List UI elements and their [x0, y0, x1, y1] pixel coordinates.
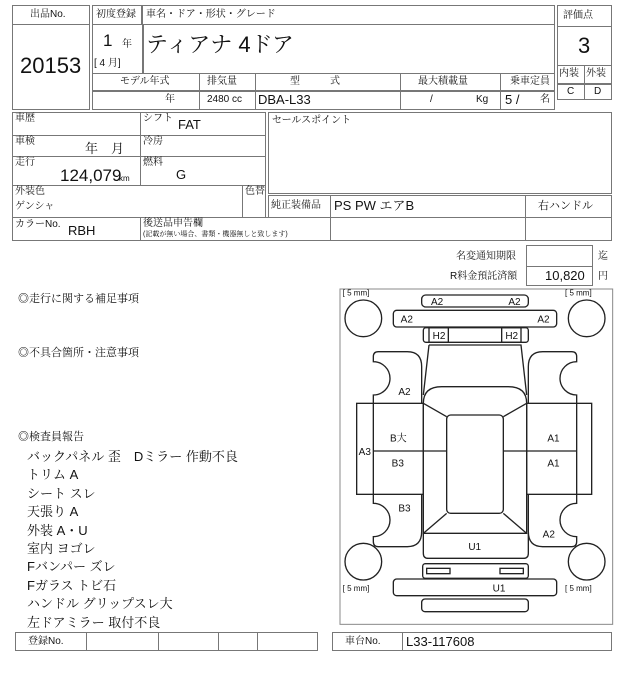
- chassis-label: 車台No.: [345, 636, 381, 647]
- score: 3: [578, 33, 591, 58]
- later-items-label: 後送品申告欄: [143, 218, 203, 229]
- model-year-label: モデル年式: [120, 76, 170, 87]
- mileage-notes-label: ◎走行に関する補足事項: [18, 293, 139, 305]
- equipment: PS PW エアB: [334, 198, 415, 213]
- report-line: Fバンパー ズレ: [27, 559, 116, 575]
- damage-mark: U1: [492, 583, 506, 595]
- damage-diagram: [330, 285, 620, 625]
- interior-label: 内装: [559, 68, 579, 79]
- blank-cell: [525, 217, 612, 241]
- tail-panel: [423, 564, 529, 579]
- damage-mark: A2: [542, 529, 555, 541]
- lot-no-label: 出品No.: [30, 9, 66, 20]
- diagram-frame: [340, 289, 613, 624]
- left-door-lines: [373, 403, 446, 494]
- recycle-unit: 円: [598, 271, 608, 282]
- inspection-label: 車検: [15, 136, 35, 147]
- color: ゲンシャ: [15, 201, 55, 212]
- report-line: 外装 A・U: [27, 522, 88, 538]
- divider: [557, 83, 612, 85]
- fuel: G: [176, 167, 187, 182]
- report-line: トリム A: [27, 467, 79, 483]
- damage-mark: H2: [505, 331, 519, 342]
- damage-mark: B3: [391, 458, 404, 470]
- type-value: DBA-L33: [258, 92, 311, 107]
- inspector-report: [27, 448, 238, 632]
- damage-mark: A1: [547, 433, 560, 445]
- damage-mark: A2: [537, 314, 550, 326]
- tread-rear-right: [ 5 mm]: [565, 584, 592, 593]
- divider: [142, 25, 144, 73]
- report-line: 左ドアミラー 取付不良: [27, 614, 161, 630]
- reg-no-cell: [218, 632, 258, 651]
- recycle-fee: 10,820: [545, 268, 585, 283]
- divider: [92, 90, 555, 92]
- damage-mark: H2: [432, 331, 446, 342]
- capacity-label: 乗車定員: [510, 76, 550, 87]
- name-change-unit: 迄: [598, 251, 608, 262]
- wheel-rear-left: [345, 543, 382, 580]
- inspection-value: 年 月: [85, 141, 125, 156]
- displacement-label: 排気量: [207, 76, 237, 87]
- defects-label: ◎不具合箇所・注意事項: [18, 347, 139, 359]
- report-line: Fガラス トビ石: [27, 577, 117, 593]
- year-unit: 年: [122, 39, 132, 50]
- first-reg-year: 1: [103, 31, 113, 50]
- right-doors: [527, 403, 592, 494]
- max-load-unit: Kg: [476, 94, 489, 105]
- report-line: 天張り A: [27, 504, 79, 520]
- blank-cell: [330, 217, 526, 241]
- first-reg-month: [ 4 月]: [94, 58, 121, 69]
- hood: [423, 345, 526, 395]
- wheel-front-left: [345, 300, 382, 337]
- damage-mark: U1: [468, 542, 482, 553]
- rear-bumper-lower: [422, 599, 529, 612]
- type-label: 型 式: [290, 76, 340, 87]
- reg-no-cell: [257, 632, 318, 651]
- car-name-label: 車名・ドア・形状・グレード: [146, 9, 276, 20]
- damage-mark: A2: [400, 314, 413, 326]
- rear-bumper: [393, 579, 556, 596]
- roof: [447, 415, 504, 513]
- max-load-label: 最大積載量: [418, 76, 468, 87]
- later-items-note: (記載が無い場合、書類・機器無しと致します): [143, 231, 288, 238]
- tread-rear-left: [ 5 mm]: [342, 584, 370, 593]
- shift-label: シフト: [143, 113, 173, 124]
- taillight-left: [427, 568, 450, 573]
- wheel-rear-right: [568, 543, 605, 580]
- history-label: 車歴: [15, 113, 35, 124]
- model-year-unit: 年: [165, 94, 175, 105]
- name-change-label: 名変通知期限: [456, 251, 516, 262]
- capacity-unit: 名: [540, 94, 550, 105]
- color-no-label: カラーNo.: [15, 219, 61, 230]
- report-line: ハンドル グリップスレ大: [27, 596, 173, 612]
- damage-mark: A1: [547, 458, 560, 470]
- exterior-grade: D: [594, 86, 602, 97]
- report-line: 室内 ヨゴレ: [27, 541, 96, 557]
- damage-mark: B3: [398, 503, 411, 515]
- mileage-unit: km: [119, 174, 130, 183]
- interior-grade: C: [567, 86, 575, 97]
- sales-point-label: セールスポイント: [272, 115, 352, 126]
- mileage: 124,079: [60, 166, 122, 185]
- steering: 右ハンドル: [538, 200, 593, 212]
- report-line: バックパネル 歪 Dミラー 作動不良: [27, 449, 238, 464]
- score-label: 評価点: [563, 10, 593, 21]
- tread-front-right: [ 5 mm]: [565, 288, 592, 298]
- mileage-label: 走行: [15, 157, 35, 168]
- right-door-lines: [503, 403, 576, 494]
- front-right-fender: [528, 352, 576, 404]
- lot-no: 20153: [20, 53, 82, 78]
- equipment-label: 純正装備品: [271, 200, 321, 211]
- fuel-label: 燃料: [143, 157, 163, 168]
- ac-label: 冷房: [143, 136, 163, 147]
- damage-mark: B大: [390, 433, 407, 445]
- recycle-label: R料金預託済額: [450, 271, 518, 282]
- car-name: ティアナ 4ドア: [146, 32, 294, 57]
- displacement: 2480 cc: [207, 94, 243, 105]
- tread-front-left: [ 5 mm]: [342, 288, 370, 298]
- damage-mark: A2: [431, 297, 444, 308]
- damage-mark: A3: [358, 447, 371, 458]
- capacity: 5 /: [505, 92, 520, 107]
- damage-mark: A2: [508, 297, 521, 308]
- color-no: RBH: [68, 223, 96, 238]
- damage-mark: A2: [398, 387, 411, 398]
- reg-no-cell: [86, 632, 159, 651]
- shift: FAT: [178, 117, 201, 132]
- report-line: シート スレ: [27, 485, 96, 501]
- cabin: [423, 387, 526, 534]
- exterior-label: 外装: [586, 68, 606, 79]
- reg-no-cell: [158, 632, 219, 651]
- color-label: 外装色: [15, 186, 45, 197]
- color-change-label: 色替: [245, 186, 265, 197]
- front-left-fender: [373, 352, 421, 404]
- first-reg-label: 初度登録: [96, 9, 136, 20]
- chassis-no: L33-117608: [406, 634, 475, 649]
- name-change-box: [526, 245, 593, 267]
- reg-no-label: 登録No.: [28, 636, 64, 647]
- wheel-front-right: [568, 300, 605, 337]
- rear-left-fender: [373, 494, 421, 546]
- inspector-label: ◎検査員報告: [18, 431, 84, 443]
- taillight-right: [500, 568, 523, 573]
- max-load: /: [430, 94, 433, 105]
- front-bumper: [393, 310, 556, 327]
